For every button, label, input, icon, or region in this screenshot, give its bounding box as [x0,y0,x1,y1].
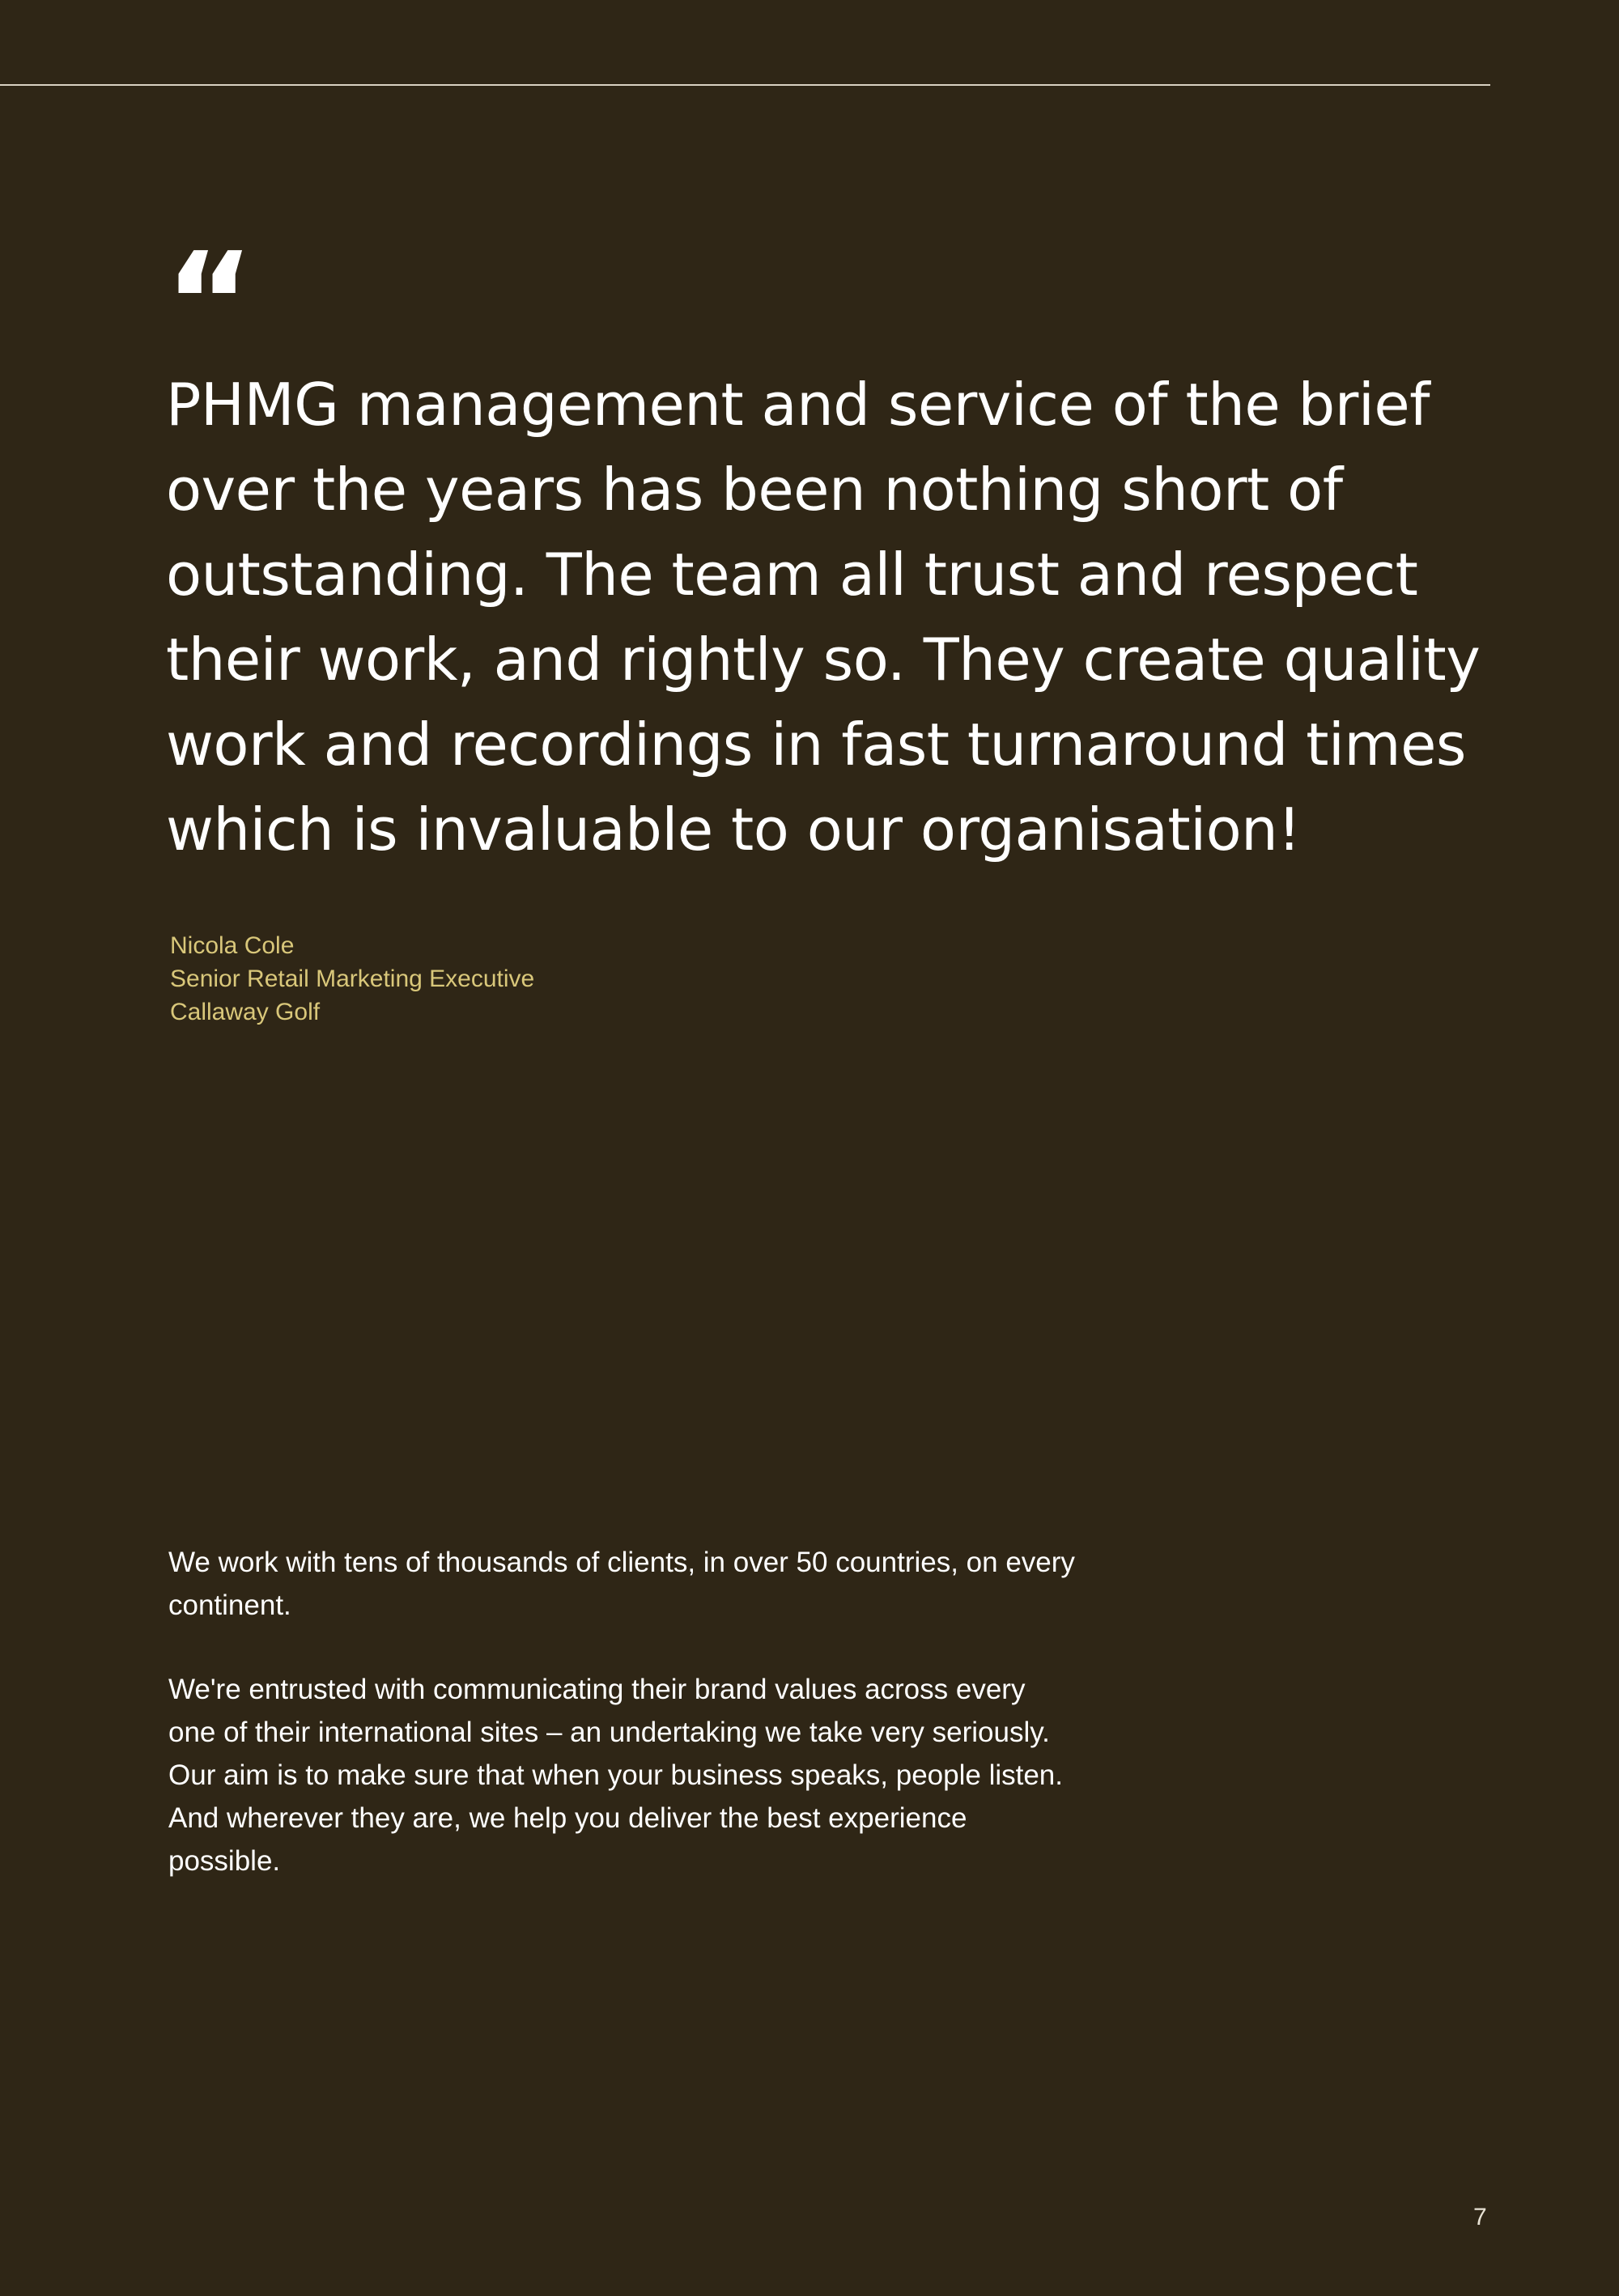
top-divider [0,84,1490,86]
body-copy [168,1541,1075,1924]
body-paragraph-2: We're entrusted with communicating their brand values across every one of their international sites – an undertaking we take very seriously. Our aim is to make sure that when your business speaks, people listen. And wherever they are, we help you deliver the best experience possible. [168,1674,1063,1877]
testimonial-quote: PHMG management and service of the brief over the years has been nothing short of outstanding. The team all trust and respect their work, and rightly so. They create quality work and recordings in fast turnaround times which is invaluable to our organisation! [166,371,1481,864]
testimonial-attribution [170,929,534,1029]
page-number: 7 [1473,2204,1487,2230]
body-paragraph-1: We work with tens of thousands of clients, in over 50 countries, on every continent. [168,1547,1075,1621]
attribution-role: Senior Retail Marketing Executive [170,966,535,992]
quote-mark-icon: “ [164,223,250,384]
attribution-name: Nicola Cole [170,932,295,959]
attribution-company: Callaway Golf [170,999,321,1025]
